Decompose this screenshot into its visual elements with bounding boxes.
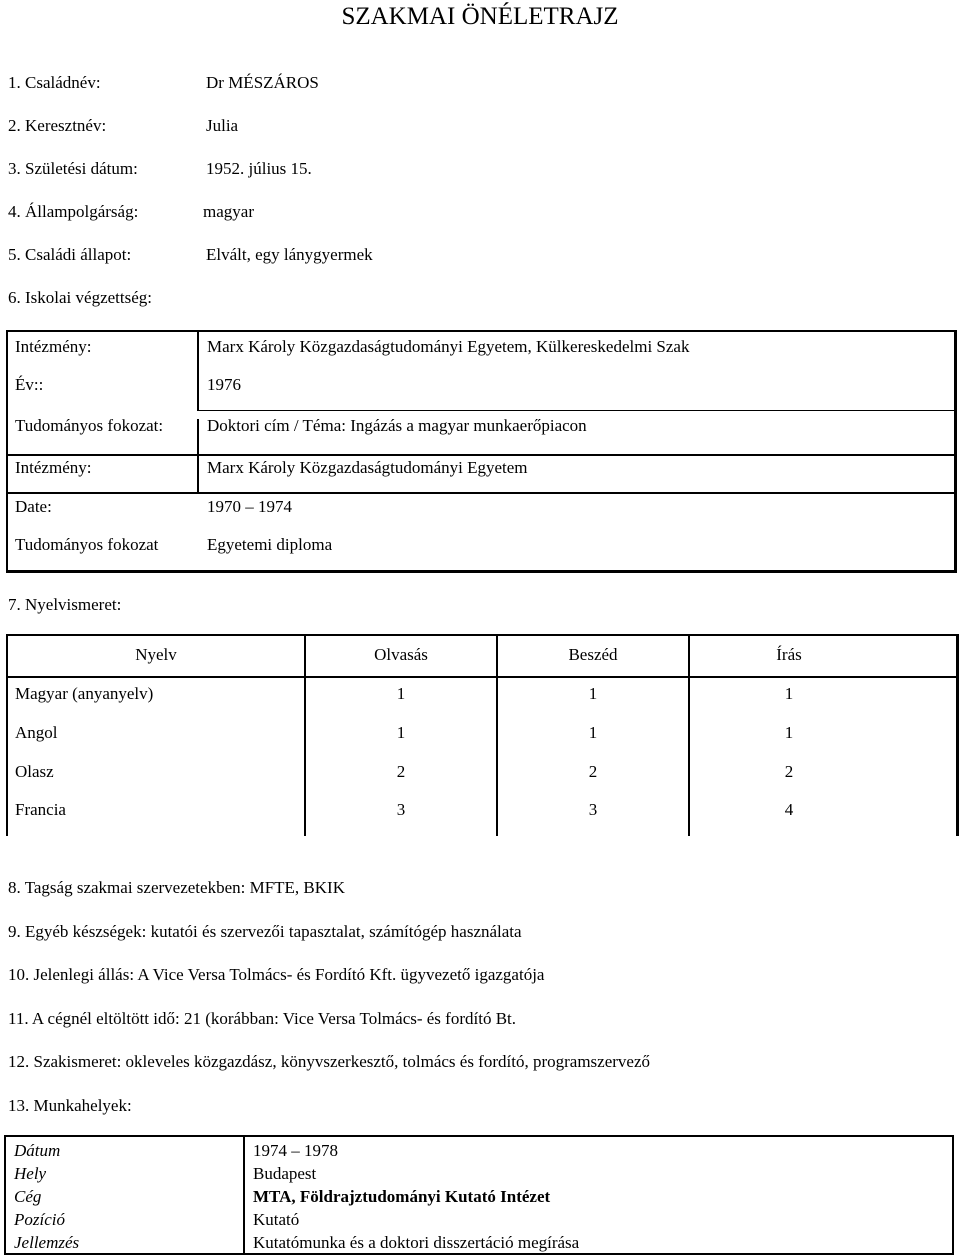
work-row-label: Hely bbox=[14, 1164, 47, 1183]
education-row-value: Marx Károly Közgazdaságtudományi Egyetem, Külkereskedelmi Szak bbox=[207, 337, 690, 356]
education-row-value: Egyetemi diploma bbox=[207, 535, 333, 554]
speaking-level: 2 bbox=[588, 762, 598, 781]
header-reading: Olvasás bbox=[374, 645, 428, 664]
work-row-value: 1974 – 1978 bbox=[253, 1141, 338, 1160]
row-divider bbox=[8, 454, 954, 456]
header-language: Nyelv bbox=[135, 645, 177, 664]
reading-level: 3 bbox=[396, 800, 406, 819]
education-row-value: Marx Károly Közgazdaságtudományi Egyetem bbox=[207, 458, 528, 477]
work-row-value: Kutatómunka és a doktori disszertáció megírása bbox=[253, 1233, 580, 1252]
language-name: Olasz bbox=[15, 762, 54, 781]
education-row-label: Intézmény: bbox=[15, 337, 92, 356]
education-table bbox=[6, 330, 957, 573]
family-name-label: 1. Családnév: bbox=[8, 73, 101, 92]
birth-date-label: 3. Születési dátum: bbox=[8, 159, 138, 178]
given-name-value: Julia bbox=[206, 116, 239, 135]
membership-line: 8. Tagság szakmai szervezetekben: MFTE, BKIK bbox=[8, 878, 345, 897]
reading-level: 1 bbox=[396, 684, 406, 703]
writing-level: 2 bbox=[784, 762, 794, 781]
row-divider bbox=[8, 492, 954, 494]
row-divider bbox=[197, 410, 954, 411]
speaking-level: 3 bbox=[588, 800, 598, 819]
document-title: SZAKMAI ÖNÉLETRAJZ bbox=[341, 3, 619, 30]
work-row-label: Pozíció bbox=[14, 1210, 65, 1229]
marital-status-label: 5. Családi állapot: bbox=[8, 245, 132, 264]
header-speaking: Beszéd bbox=[568, 645, 618, 664]
work-table bbox=[4, 1135, 954, 1255]
education-row-value: Doktori cím / Téma: Ingázás a magyar munkaerőpiacon bbox=[207, 416, 587, 435]
education-row-label: Intézmény: bbox=[15, 458, 92, 477]
citizenship-label: 4. Állampolgárság: bbox=[8, 202, 139, 221]
row-divider bbox=[8, 676, 956, 678]
column-divider bbox=[197, 419, 199, 456]
education-row-value: 1976 bbox=[207, 375, 241, 394]
work-heading: 13. Munkahelyek: bbox=[8, 1096, 132, 1115]
work-row-value: MTA, Földrajztudományi Kutató Intézet bbox=[253, 1187, 551, 1206]
language-name: Francia bbox=[15, 800, 66, 819]
family-name-value: Dr MÉSZÁROS bbox=[206, 73, 319, 92]
writing-level: 1 bbox=[784, 723, 794, 742]
writing-level: 4 bbox=[784, 800, 794, 819]
expertise-line: 12. Szakismeret: okleveles közgazdász, könyvszerkesztő, tolmács és fordító, programszervező bbox=[8, 1052, 650, 1071]
education-row-label: Tudományos fokozat: bbox=[15, 416, 164, 435]
education-row-label: Date: bbox=[15, 497, 52, 516]
work-row-label: Cég bbox=[14, 1187, 42, 1206]
reading-level: 1 bbox=[396, 723, 406, 742]
speaking-level: 1 bbox=[588, 723, 598, 742]
skills-line: 9. Egyéb készségek: kutatói és szervezői tapasztalat, számítógép használata bbox=[8, 922, 522, 941]
language-name: Angol bbox=[15, 723, 58, 742]
work-row-value: Kutató bbox=[253, 1210, 300, 1229]
speaking-level: 1 bbox=[588, 684, 598, 703]
reading-level: 2 bbox=[396, 762, 406, 781]
languages-table bbox=[6, 634, 959, 836]
education-row-label: Év:: bbox=[15, 375, 44, 394]
birth-date-value: 1952. július 15. bbox=[206, 159, 312, 178]
tenure-line: 11. A cégnél eltöltött idő: 21 (korábban: Vice Versa Tolmács- és fordító Bt. bbox=[8, 1009, 517, 1028]
header-writing: Írás bbox=[776, 645, 802, 664]
current-position-line: 10. Jelenlegi állás: A Vice Versa Tolmács- és Fordító Kft. ügyvezető igazgatója bbox=[8, 965, 545, 984]
education-row-label: Tudományos fokozat bbox=[15, 535, 159, 554]
language-name: Magyar (anyanyelv) bbox=[15, 684, 154, 703]
marital-status-value: Elvált, egy lánygyermek bbox=[206, 245, 373, 264]
given-name-label: 2. Keresztnév: bbox=[8, 116, 107, 135]
column-divider bbox=[243, 1137, 245, 1253]
education-row-value: 1970 – 1974 bbox=[207, 497, 292, 516]
education-heading: 6. Iskolai végzettség: bbox=[8, 288, 152, 307]
column-divider bbox=[197, 332, 199, 410]
column-divider bbox=[197, 456, 199, 493]
writing-level: 1 bbox=[784, 684, 794, 703]
work-row-label: Dátum bbox=[14, 1141, 61, 1160]
work-row-label: Jellemzés bbox=[14, 1233, 80, 1252]
citizenship-value: magyar bbox=[203, 202, 254, 221]
work-row-value: Budapest bbox=[253, 1164, 317, 1183]
languages-heading: 7. Nyelvismeret: bbox=[8, 595, 122, 614]
